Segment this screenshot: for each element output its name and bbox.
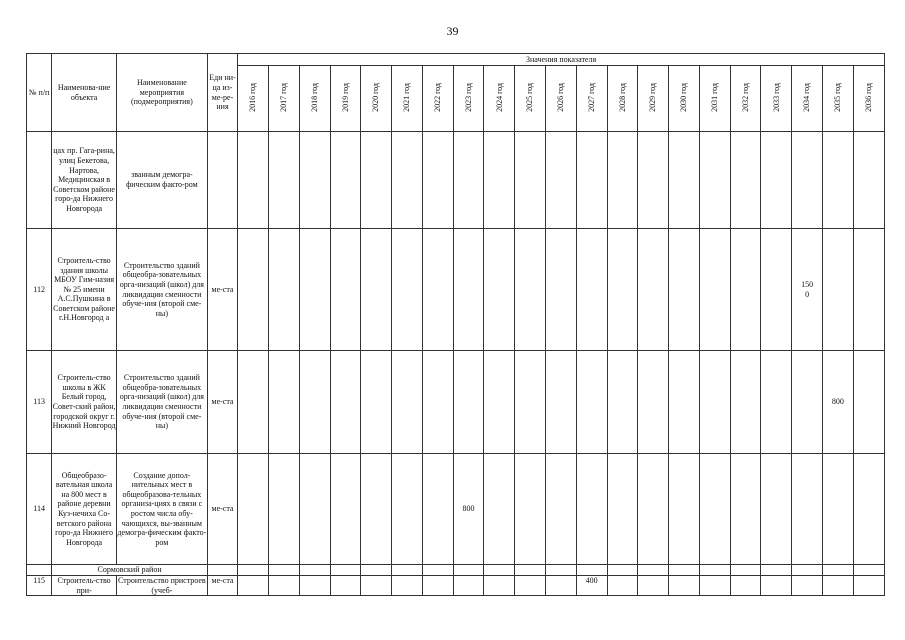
row-number: 114 — [27, 454, 52, 565]
table-row — [27, 576, 885, 596]
value-cell — [669, 454, 700, 565]
year-label: 2031 год — [709, 82, 719, 112]
value-cell — [484, 351, 515, 454]
value-cell — [699, 576, 730, 596]
year-header — [669, 66, 700, 132]
section-empty-cell — [699, 565, 730, 576]
value-cell — [853, 454, 884, 565]
value-cell — [484, 132, 515, 229]
value-cell — [268, 229, 299, 351]
section-empty-cell — [238, 565, 269, 576]
year-header — [268, 66, 299, 132]
header-measure: Наименование мероприятия (подмероприятия) — [116, 54, 207, 132]
year-header — [392, 66, 423, 132]
unit-cell: ме-ста — [207, 351, 237, 454]
header-values: Значения показателя — [238, 54, 885, 66]
year-header — [607, 66, 638, 132]
measure-name: Создание допол-нительных мест в общеобразова-тельных организа-циях в связи с ростом числа обу-чающихся, вы-званным демогра-фическим факто-ром — [116, 454, 207, 565]
value-cell — [361, 576, 392, 596]
value-cell — [515, 351, 546, 454]
value-cell — [515, 576, 546, 596]
value-cell — [330, 132, 361, 229]
year-header — [361, 66, 392, 132]
year-label: 2036 год — [864, 82, 874, 112]
value-cell — [515, 132, 546, 229]
value-cell — [453, 132, 484, 229]
table-row — [27, 351, 885, 454]
section-empty-cell — [638, 565, 669, 576]
value-cell — [730, 132, 761, 229]
value-cell — [422, 132, 453, 229]
value-cell — [576, 229, 607, 351]
value-cell — [638, 132, 669, 229]
value-cell — [484, 454, 515, 565]
header-object: Наименова-ние объекта — [52, 54, 117, 132]
section-empty-cell — [299, 565, 330, 576]
value-cell — [515, 454, 546, 565]
table-row — [27, 132, 885, 229]
value-cell — [576, 454, 607, 565]
value-cell — [238, 576, 269, 596]
value-cell — [638, 576, 669, 596]
year-header — [761, 66, 792, 132]
value-cell — [823, 576, 854, 596]
section-empty-cell — [823, 565, 854, 576]
value-cell — [299, 576, 330, 596]
value-cell: 800 — [823, 351, 854, 454]
value-cell — [730, 229, 761, 351]
value-cell: 800 — [453, 454, 484, 565]
value-cell — [545, 351, 576, 454]
year-header — [484, 66, 515, 132]
value-cell — [299, 132, 330, 229]
value-cell — [638, 351, 669, 454]
year-label: 2018 год — [309, 82, 319, 112]
value-cell — [515, 229, 546, 351]
object-name: Общеобразо-вательная школа на 800 мест в районе деревни Куз-нечиха Со-ветского района горо-да Нижнего Новгорода — [52, 454, 117, 565]
value-cell — [699, 132, 730, 229]
header-row — [27, 54, 885, 66]
value-cell — [238, 351, 269, 454]
section-empty-cell — [330, 565, 361, 576]
year-label: 2030 год — [679, 82, 689, 112]
value-cell — [669, 351, 700, 454]
value-cell — [484, 229, 515, 351]
row-number: 113 — [27, 351, 52, 454]
value-cell — [392, 351, 423, 454]
section-empty-cell — [576, 565, 607, 576]
measure-name: званным демогра-фическим факто-ром — [116, 132, 207, 229]
table-body — [27, 132, 885, 596]
year-header — [576, 66, 607, 132]
value-cell: 150 0 — [792, 229, 823, 351]
year-label: 2034 год — [802, 82, 812, 112]
measure-name: Строительство зданий общеобра-зовательных орга-низаций (школ) для ликвидации сменности обуче-ния (второй сме-ны) — [116, 229, 207, 351]
year-label: 2026 год — [556, 82, 566, 112]
unit-cell: ме-ста — [207, 454, 237, 565]
value-cell — [607, 132, 638, 229]
year-header — [792, 66, 823, 132]
year-label: 2016 год — [248, 82, 258, 112]
value-cell — [484, 576, 515, 596]
value-cell — [422, 576, 453, 596]
value-cell — [638, 229, 669, 351]
value-cell — [545, 576, 576, 596]
year-label: 2019 год — [340, 82, 350, 112]
value-cell — [392, 229, 423, 351]
section-empty-cell — [761, 565, 792, 576]
section-empty-cell — [730, 565, 761, 576]
value-cell — [607, 351, 638, 454]
value-cell — [792, 454, 823, 565]
object-name: цах пр. Гага-рина, улиц Бекетова, Нартова, Медицинская в Советском районе горо-да Нижнего Новгорода — [52, 132, 117, 229]
value-cell — [361, 229, 392, 351]
value-cell — [238, 229, 269, 351]
section-row — [27, 565, 885, 576]
value-cell — [268, 132, 299, 229]
value-cell — [607, 454, 638, 565]
value-cell — [823, 132, 854, 229]
value-cell — [699, 229, 730, 351]
value-cell — [730, 454, 761, 565]
value-cell — [638, 454, 669, 565]
year-header — [638, 66, 669, 132]
value-cell — [853, 351, 884, 454]
value-cell — [453, 229, 484, 351]
section-num-cell — [27, 565, 52, 576]
year-label: 2032 год — [740, 82, 750, 112]
value-cell — [730, 576, 761, 596]
value-cell — [361, 454, 392, 565]
value-cell — [823, 229, 854, 351]
value-cell — [422, 454, 453, 565]
unit-cell: ме-ста — [207, 229, 237, 351]
object-name: Строитель-ство здания школы МБОУ Гим-назия № 25 имени А.С.Пушкина в Советском районе г.Н.Новгород а — [52, 229, 117, 351]
value-cell: 400 — [576, 576, 607, 596]
value-cell — [669, 229, 700, 351]
object-name: Строитель-ство школы в ЖК Белый город, Совет-ский район, городской округ г. Нижний Новгород — [52, 351, 117, 454]
section-empty-cell — [422, 565, 453, 576]
year-label: 2033 год — [771, 82, 781, 112]
measure-name: Строительство пристроев (учеб- — [118, 576, 206, 595]
section-empty-cell — [669, 565, 700, 576]
section-empty-cell — [484, 565, 515, 576]
value-cell — [823, 454, 854, 565]
value-cell — [761, 351, 792, 454]
year-header — [823, 66, 854, 132]
row-number: 115 — [27, 576, 52, 596]
year-label: 2021 год — [402, 82, 412, 112]
value-cell — [853, 576, 884, 596]
value-cell — [453, 351, 484, 454]
section-empty-cell — [268, 565, 299, 576]
value-cell — [576, 132, 607, 229]
value-cell — [699, 351, 730, 454]
year-label: 2023 год — [463, 82, 473, 112]
value-cell — [392, 132, 423, 229]
section-empty-cell — [607, 565, 638, 576]
measure-name: Строительство зданий общеобра-зовательных орга-низаций (школ) для ликвидации сменности обуче-ния (второй сме-ны) — [116, 351, 207, 454]
value-cell — [330, 229, 361, 351]
header-unit: Еди ни-ца из-ме-ре-ния — [207, 54, 237, 132]
value-cell — [792, 576, 823, 596]
year-label: 2029 год — [648, 82, 658, 112]
value-cell — [268, 351, 299, 454]
value-cell — [453, 576, 484, 596]
value-cell — [422, 229, 453, 351]
value-cell — [299, 454, 330, 565]
indicator-table — [26, 53, 885, 596]
value-cell — [576, 351, 607, 454]
value-cell — [330, 576, 361, 596]
value-cell — [545, 229, 576, 351]
section-empty-cell — [453, 565, 484, 576]
year-header — [330, 66, 361, 132]
value-cell — [761, 454, 792, 565]
value-cell — [392, 576, 423, 596]
unit-cell: ме-ста — [207, 576, 237, 596]
unit-cell — [207, 132, 237, 229]
year-header — [699, 66, 730, 132]
year-header — [730, 66, 761, 132]
year-label: 2035 год — [833, 82, 843, 112]
value-cell — [669, 576, 700, 596]
year-label: 2020 год — [371, 82, 381, 112]
value-cell — [268, 576, 299, 596]
value-cell — [361, 132, 392, 229]
value-cell — [761, 229, 792, 351]
table-row — [27, 454, 885, 565]
value-cell — [761, 576, 792, 596]
value-cell — [792, 351, 823, 454]
year-header — [453, 66, 484, 132]
year-label: 2028 год — [617, 82, 627, 112]
value-cell — [330, 454, 361, 565]
value-cell — [699, 454, 730, 565]
year-header — [299, 66, 330, 132]
value-cell — [361, 351, 392, 454]
value-cell — [853, 132, 884, 229]
object-name: Строитель-ство при- — [52, 576, 117, 596]
value-cell — [238, 454, 269, 565]
year-header — [238, 66, 269, 132]
value-cell — [545, 132, 576, 229]
value-cell — [545, 454, 576, 565]
section-empty-cell — [792, 565, 823, 576]
section-empty-cell — [392, 565, 423, 576]
header-num: № п/п — [27, 54, 52, 132]
value-cell — [669, 132, 700, 229]
section-empty-cell — [361, 565, 392, 576]
year-label: 2027 год — [586, 82, 596, 112]
value-cell — [330, 351, 361, 454]
value-cell — [392, 454, 423, 565]
value-cell — [422, 351, 453, 454]
section-title: Сормовский район — [52, 565, 208, 576]
section-empty-cell — [545, 565, 576, 576]
year-header — [853, 66, 884, 132]
value-cell — [792, 132, 823, 229]
year-header — [515, 66, 546, 132]
year-label: 2022 год — [432, 82, 442, 112]
year-label: 2025 год — [525, 82, 535, 112]
year-label: 2017 год — [279, 82, 289, 112]
year-header — [545, 66, 576, 132]
section-empty-cell — [515, 565, 546, 576]
value-cell — [299, 229, 330, 351]
value-cell — [853, 229, 884, 351]
section-empty-cell — [853, 565, 884, 576]
value-cell — [268, 454, 299, 565]
page-number: 39 — [446, 24, 459, 38]
year-label: 2024 год — [494, 82, 504, 112]
section-empty-cell — [207, 565, 237, 576]
row-number: 112 — [27, 229, 52, 351]
value-cell — [607, 576, 638, 596]
value-cell — [730, 351, 761, 454]
table-row — [27, 229, 885, 351]
value-cell — [761, 132, 792, 229]
value-cell — [607, 229, 638, 351]
year-header — [422, 66, 453, 132]
value-cell — [238, 132, 269, 229]
value-cell — [299, 351, 330, 454]
row-number — [27, 132, 52, 229]
